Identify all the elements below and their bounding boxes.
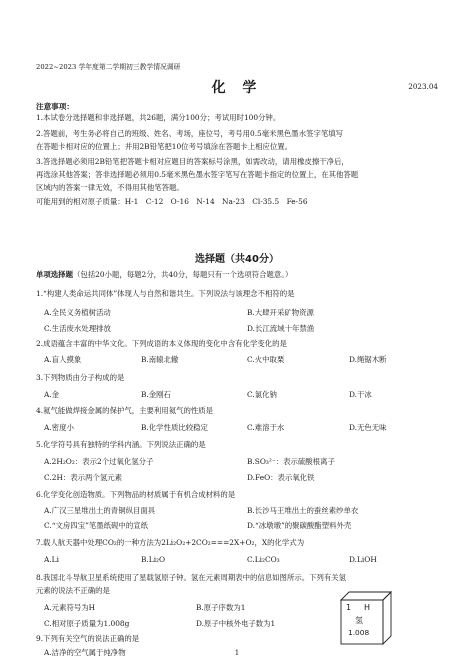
option: A.元素符号为H xyxy=(44,603,96,612)
option: D.FeO：表示氧化铁 xyxy=(247,473,315,482)
element-name: 氢 xyxy=(355,616,363,625)
question-stem: 4.氦气能做焊接金属的保护气，主要利用氦气的性质是 xyxy=(36,406,214,415)
option: C.氯化钠 xyxy=(247,390,277,399)
exam-date: 2023.04 xyxy=(408,82,438,91)
notice-title: 注意事项： xyxy=(36,102,74,111)
option: D.原子中核外电子数为1 xyxy=(196,619,276,628)
option: A.金 xyxy=(44,390,60,399)
question-stem: 5.化学符号具有独特的学科内涵。下列说法正确的是 xyxy=(36,440,206,449)
question-stem-cont: 元素的说法不正确的是 xyxy=(36,586,110,595)
notice-item: 3.答选择题必须用2B铅笔把答题卡相对应题目的答案标号涂黑，如需改动，请用橡皮擦干净后， xyxy=(36,157,349,166)
option: D.干冰 xyxy=(349,390,372,399)
option: D.LiOH xyxy=(349,555,377,564)
element-card-box xyxy=(340,590,392,646)
option: A.盲人摸象 xyxy=(44,355,82,364)
option: C.相对原子质量为1.008g xyxy=(44,619,130,628)
element-symbol: H xyxy=(364,603,371,612)
element-mass: 1.008 xyxy=(348,628,370,637)
exam-info: 2022~2023 学年度第二学期初三教学情况调研 xyxy=(36,63,181,71)
element-card xyxy=(340,590,392,646)
option: C.生活废水处理排放 xyxy=(44,324,111,333)
notice-item: 区域内的答案一律无效，不得用其他笔答题。 xyxy=(36,183,184,192)
option: D.“冰墩墩”的聚碳酸酯塑料外壳 xyxy=(247,521,352,530)
question-stem: 9.下列有关空气的说法正确的是 xyxy=(36,634,140,643)
question-stem: 7.载人航天器中处理CO₂的一种方法为2Li₂O₂+2CO₂===2X+O₂，X的化学式为 xyxy=(36,538,305,547)
question-stem: 8.我国北斗导航卫星系统使用了星载氢原子钟。氢在元素周期表中的信息如图所示。下列有关氢 xyxy=(36,573,347,582)
question-stem: 2.成语蕴含丰富的中华文化。下列成语的本义体现的变化中含有化学变化的是 xyxy=(36,339,287,348)
option: C.Li₂CO₃ xyxy=(247,555,280,564)
option: A.广汉三星堆出土的青铜纵目面具 xyxy=(44,506,156,515)
option: B.南辕北辙 xyxy=(141,355,179,364)
notice-item: 2.答题前，考生务必将自己的班级、姓名、考场，座位号，考号用0.5毫米黑色墨水签字笔填写 xyxy=(36,129,344,138)
option: B.金刚石 xyxy=(141,390,171,399)
option: B.长沙马王堆出土的蚕丝素纱单衣 xyxy=(247,506,359,515)
option: B.SO₃²⁻：表示硫酸根离子 xyxy=(247,457,335,466)
option: C.“文房四宝”笔墨纸砚中的宣纸 xyxy=(44,521,148,530)
option: A.密度小 xyxy=(44,423,74,432)
option: C.火中取栗 xyxy=(247,355,285,364)
option: D.无色无味 xyxy=(349,423,387,432)
option: D.绳锯木断 xyxy=(349,355,387,364)
notice-item: 在答题卡相对应的位置上；并用2B铅笔把10位考号填涂在答题卡上相应位置。 xyxy=(36,142,293,151)
option: D.长江流域十年禁渔 xyxy=(247,324,315,333)
option: C.难溶于水 xyxy=(247,423,285,432)
question-stem: 1.“构建人类命运共同体”体现人与自然和谐共生。下列说法与该理念不相符的是 xyxy=(36,289,295,298)
option: B.原子序数为1 xyxy=(196,603,246,612)
option: B.大肆开采矿物资源 xyxy=(247,308,314,317)
element-number: 1 xyxy=(346,603,352,612)
section-desc xyxy=(36,269,292,280)
option: A.洁净的空气属于纯净物 xyxy=(44,648,126,657)
option: C.2H：表示两个氢元素 xyxy=(44,473,123,482)
atomic-mass-line: 可能用到的相对原子质量：H-1 C-12 O-16 N-14 Na-23 Cl-35.5 Fe-56 xyxy=(36,197,308,206)
notice-item: 1.本试卷分选择题和非选择题，共26题，满分100分；考试用时100分钟。 xyxy=(36,113,281,122)
option: B.Li₂O xyxy=(141,555,166,564)
page-title: 化 学 xyxy=(211,80,263,96)
option: A.2H₂O₂：表示2个过氧化氢分子 xyxy=(44,457,154,466)
section-desc-bold: 单项选择题 xyxy=(36,270,73,279)
question-stem: 3.下列物质由分子构成的是 xyxy=(36,373,125,382)
option: A.全民义务植树活动 xyxy=(44,308,111,317)
page-number: 1 xyxy=(234,649,240,657)
section-title: 选择题（共40分） xyxy=(195,254,279,265)
question-stem: 6.化学变化创造物质。下列物品的材质属于有机合成材料的是 xyxy=(36,490,236,499)
notice-item: 再选涂其他答案；答非选择题必须用0.5毫米黑色墨水签字笔写在答题卡指定的位置上，在其他答题 xyxy=(36,170,359,179)
option: A.Li xyxy=(44,555,59,564)
section-desc-text: （包括20小题，每题2分，共40分，每题只有一个选项符合题意。） xyxy=(72,270,293,279)
option: B.化学性质比较稳定 xyxy=(141,423,208,432)
